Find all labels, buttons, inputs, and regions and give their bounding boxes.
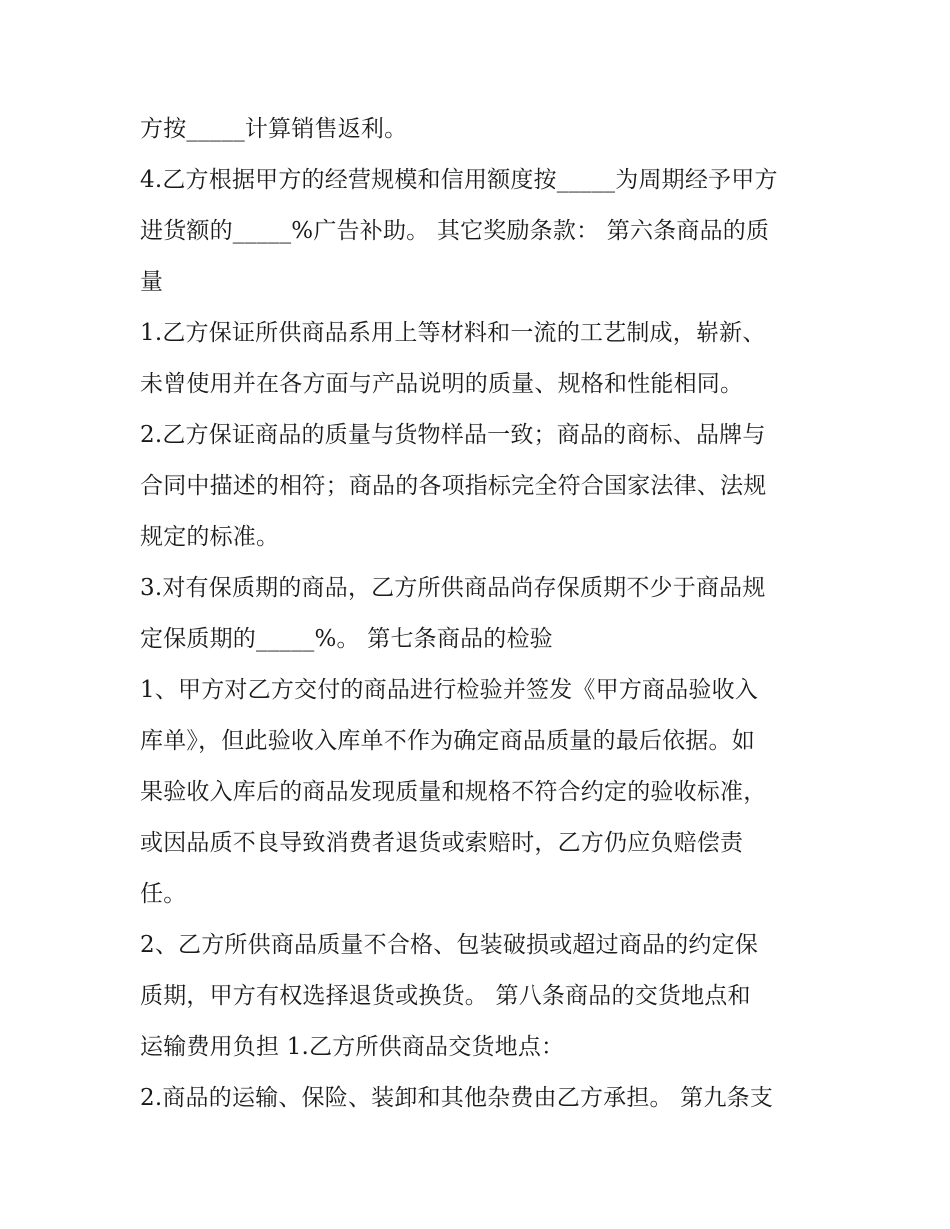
text-line: 1、甲方对乙方交付的商品进行检验并签发《甲方商品验收入	[140, 677, 759, 703]
text-line: 库单》，但此验收入库单不作为确定商品质量的最后依据。如	[140, 728, 755, 754]
text-line: 2.商品的运输、保险、装卸和其他杂费由乙方承担。 第九条支	[140, 1085, 774, 1111]
contract-text	[140, 104, 820, 1124]
text-line: 任。	[140, 881, 187, 907]
text-line: 进货额的_____%广告补助。 其它奖励条款： 第六条商品的质	[140, 218, 770, 244]
text-line: 1.乙方保证所供商品系用上等材料和一流的工艺制成，崭新、	[140, 320, 766, 346]
text-line: 合同中描述的相符；商品的各项指标完全符合国家法律、法规	[140, 473, 767, 499]
text-line: 果验收入库后的商品发现质量和规格不符合约定的验收标准，	[140, 779, 767, 805]
text-line: 定保质期的_____%。 第七条商品的检验	[140, 626, 553, 652]
text-line: 未曾使用并在各方面与产品说明的质量、规格和性能相同。	[140, 371, 744, 397]
text-line: 4.乙方根据甲方的经营规模和信用额度按_____为周期经予甲方	[140, 167, 778, 193]
text-line: 运输费用负担 1.乙方所供商品交货地点：	[140, 1034, 565, 1060]
text-line: 规定的标准。	[140, 524, 280, 550]
text-line: 量	[140, 269, 164, 295]
text-line: 质期，甲方有权选择退货或换货。 第八条商品的交货地点和	[140, 983, 751, 1009]
text-line: 或因品质不良导致消费者退货或索赔时，乙方仍应负赔偿责	[140, 830, 744, 856]
text-line: 2、乙方所供商品质量不合格、包装破损或超过商品的约定保	[140, 932, 759, 958]
text-line: 2.乙方保证商品的质量与货物样品一致；商品的商标、品牌与	[140, 422, 766, 448]
text-line: 3.对有保质期的商品，乙方所供商品尚存保质期不少于商品规	[140, 575, 766, 601]
text-line: 方按_____计算销售返利。	[140, 116, 408, 142]
